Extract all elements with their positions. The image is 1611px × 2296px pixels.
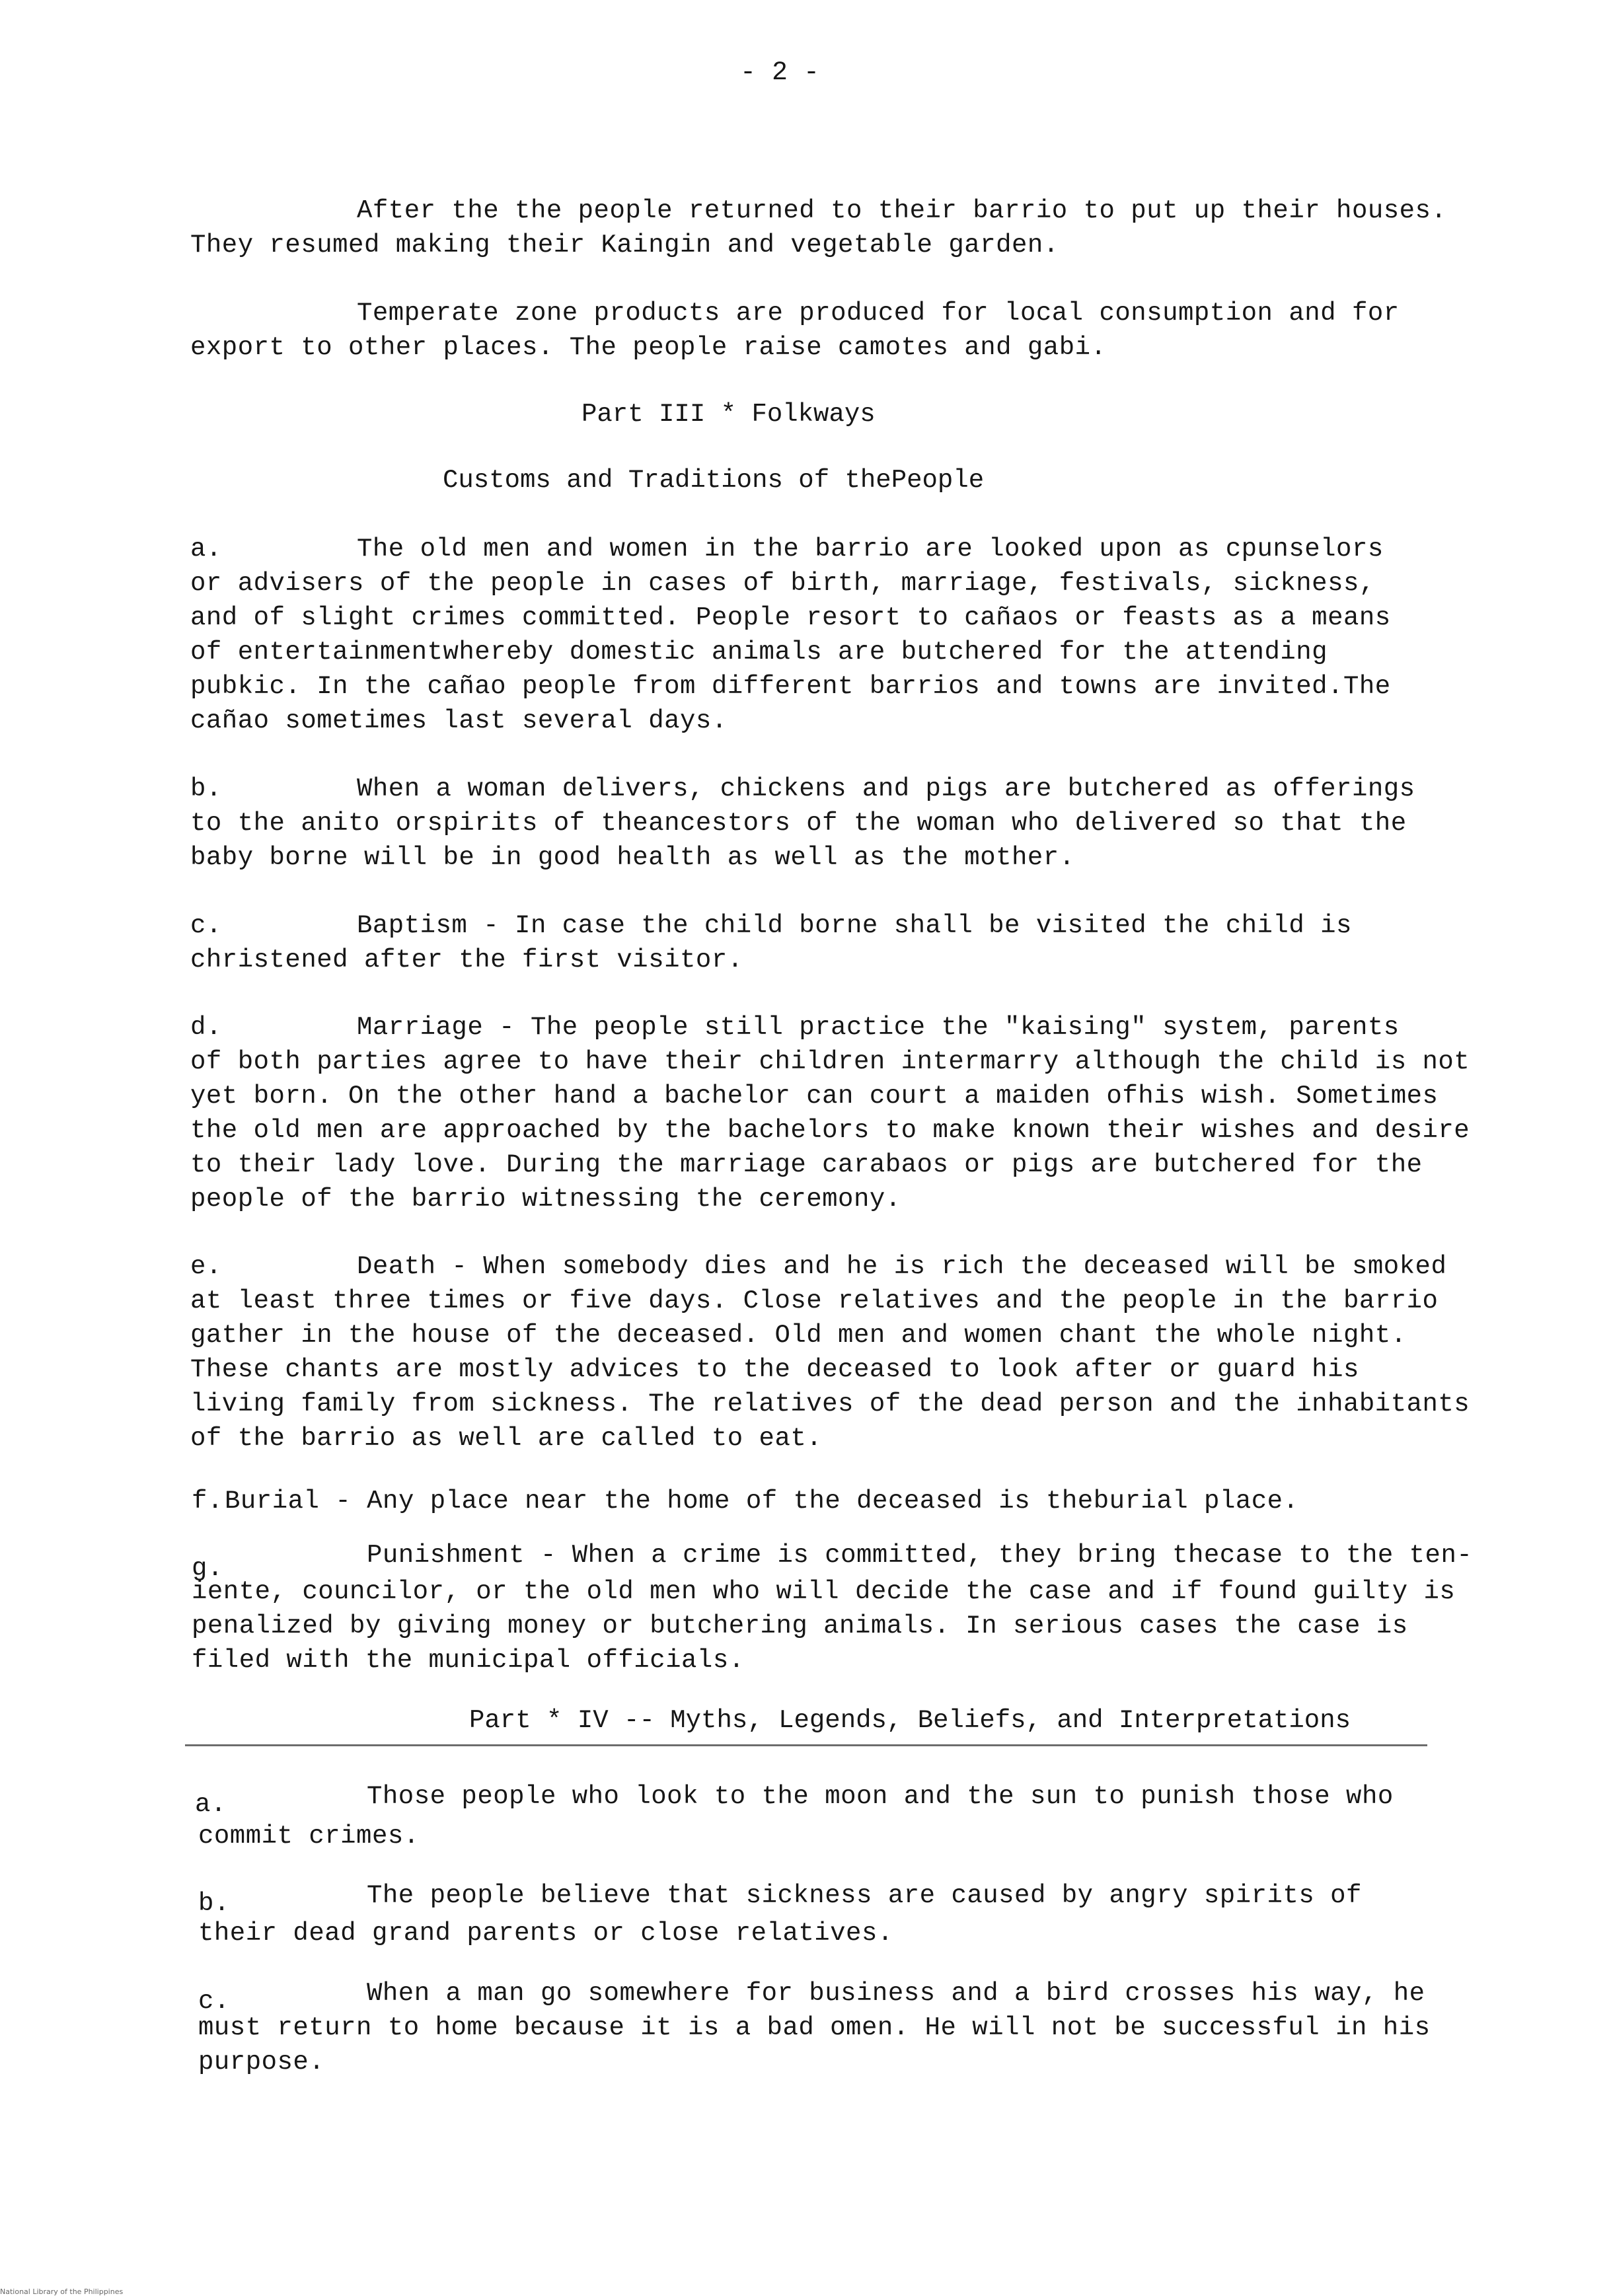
item-line: at least three times or five days. Close relatives and the people in the barrio	[190, 1286, 1439, 1315]
item-line: iente, councilor, or the old men who will decide the case and if found guilty is	[192, 1577, 1456, 1606]
item-line: commit crimes.	[198, 1822, 420, 1851]
item-marker: g.	[192, 1554, 223, 1583]
part4-title: Part * IV -- Myths, Legends, Beliefs, and Interpretations	[469, 1706, 1351, 1735]
footer-credit: National Library of the Philippines	[0, 2287, 124, 2296]
item-line: Marriage - The people still practice the "kaising" system, parents	[357, 1013, 1400, 1042]
item-line: and of slight crimes committed. People resort to cañaos or feasts as a means	[190, 603, 1391, 632]
temperate-line-2: export to other places. The people raise camotes and gabi.	[190, 333, 1107, 362]
item-line: the old men are approached by the bachelors to make known their wishes and desire	[190, 1116, 1470, 1145]
item-line: of both parties agree to have their children intermarry although the child is not	[190, 1047, 1470, 1076]
item-line: their dead grand parents or close relatives.	[198, 1919, 893, 1948]
item-line: must return to home because it is a bad omen. He will not be successful in his	[198, 2013, 1431, 2042]
item-line: penalized by giving money or butchering animals. In serious cases the case is	[192, 1611, 1408, 1641]
part3-title: Part III * Folkways	[581, 400, 876, 429]
item-line: pubkic. In the cañao people from different barrios and towns are invited.The	[190, 672, 1391, 701]
item-marker: d.	[190, 1013, 222, 1042]
item-line: When a man go somewhere for business and a bird crosses his way, he	[367, 1979, 1425, 2008]
item-line: baby borne will be in good health as well as the mother.	[190, 843, 1075, 872]
item-line: or advisers of the people in cases of birth, marriage, festivals, sickness,	[190, 569, 1375, 598]
item-line: purpose.	[198, 2048, 325, 2077]
section-divider	[185, 1744, 1427, 1746]
item-marker: a.	[190, 535, 222, 564]
item-line: to the anito orspirits of theancestors of the woman who delivered so that the	[190, 809, 1407, 838]
item-line: of entertainmentwhereby domestic animals are butchered for the attending	[190, 638, 1328, 667]
item-marker: c.	[198, 1987, 230, 2016]
item-line: people of the barrio witnessing the ceremony.	[190, 1185, 901, 1214]
item-line: cañao sometimes last several days.	[190, 706, 728, 735]
item-line: Those people who look to the moon and the sun to punish those who	[367, 1782, 1394, 1811]
item-line: yet born. On the other hand a bachelor can court a maiden ofhis wish. Sometimes	[190, 1082, 1439, 1111]
page-number: - 2 -	[740, 58, 820, 88]
item-line: of the barrio as well are called to eat.	[190, 1424, 823, 1453]
item-line: to their lady love. During the marriage carabaos or pigs are butchered for the	[190, 1150, 1423, 1179]
item-marker: f.	[192, 1487, 223, 1516]
item-line: Death - When somebody dies and he is rich the deceased will be smoked	[357, 1252, 1447, 1281]
part3-subtitle: Customs and Traditions of thePeople	[443, 466, 985, 495]
item-marker: b.	[190, 774, 222, 803]
item-line: Baptism - In case the child borne shall be visited the child is	[357, 911, 1352, 940]
item-line: Burial - Any place near the home of the deceased is theburial place.	[225, 1487, 1299, 1516]
item-line: These chants are mostly advices to the deceased to look after or guard his	[190, 1355, 1359, 1384]
item-marker: b.	[198, 1889, 230, 1918]
item-line: Punishment - When a crime is committed, they bring thecase to the ten-	[367, 1541, 1473, 1570]
item-line: The people believe that sickness are caused by angry spirits of	[367, 1881, 1362, 1910]
item-marker: a.	[195, 1790, 227, 1819]
item-line: living family from sickness. The relatives of the dead person and the inhabitants	[190, 1389, 1470, 1419]
item-marker: e.	[190, 1252, 222, 1281]
item-line: gather in the house of the deceased. Old men and women chant the whole night.	[190, 1321, 1407, 1350]
item-line: The old men and women in the barrio are looked upon as cpunselors	[357, 535, 1384, 564]
intro-line-2: They resumed making their Kaingin and vegetable garden.	[190, 231, 1059, 260]
item-line: When a woman delivers, chickens and pigs are butchered as offerings	[357, 774, 1415, 803]
intro-line-1: After the the people returned to their barrio to put up their houses.	[357, 196, 1447, 225]
temperate-line-1: Temperate zone products are produced for local consumption and for	[357, 299, 1400, 328]
item-line: christened after the first visitor.	[190, 945, 743, 975]
item-line: filed with the municipal officials.	[192, 1646, 745, 1675]
item-marker: c.	[190, 911, 222, 940]
